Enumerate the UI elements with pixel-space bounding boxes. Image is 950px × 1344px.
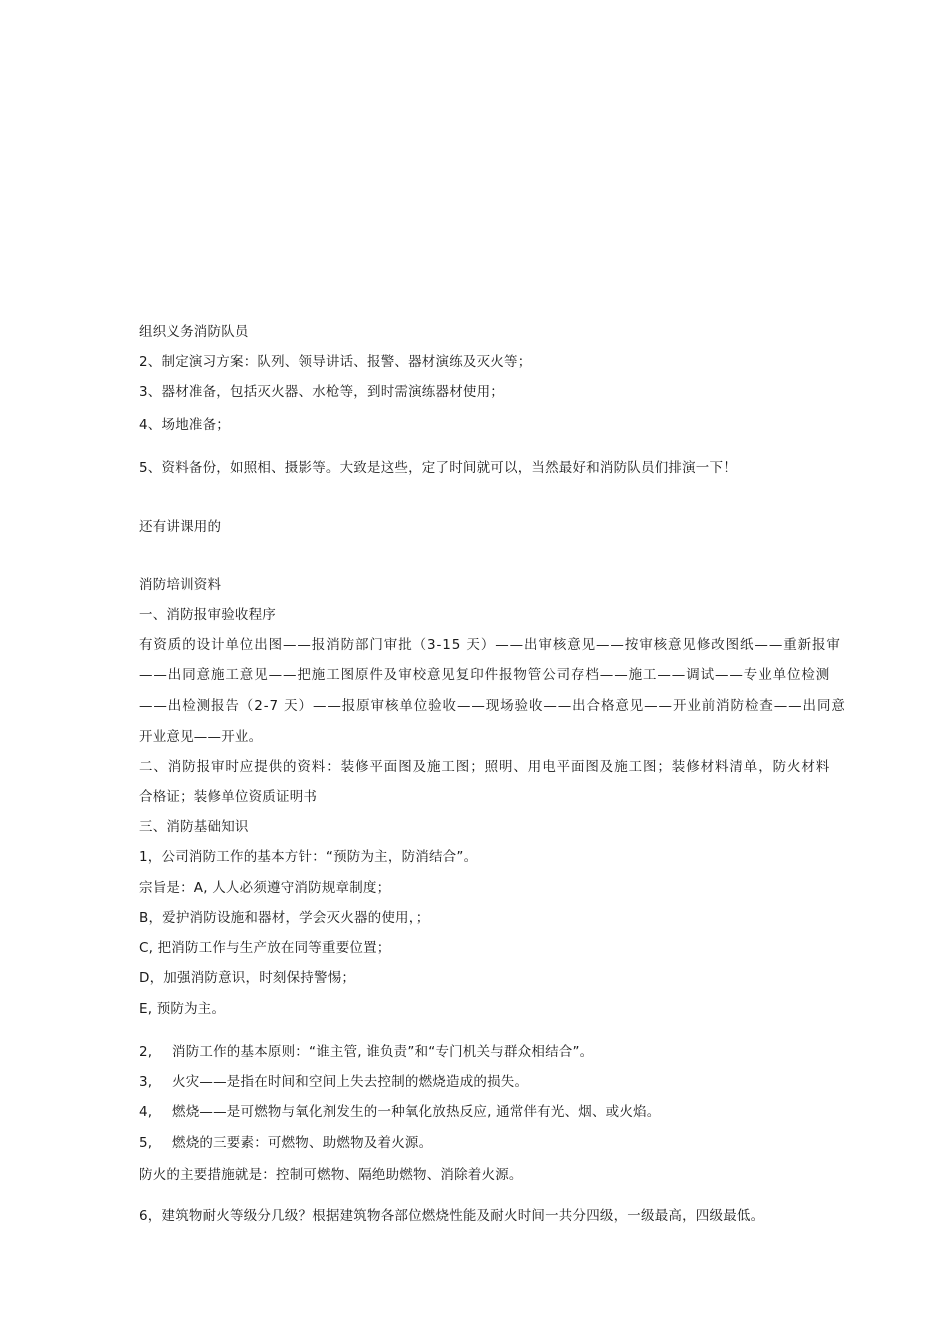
list-item-policy: 1，公司消防工作的基本方针：“预防为主，防消结合”。 [139, 849, 478, 865]
list-item-purpose-d: D，加强消防意识，时刻保持警惕； [139, 970, 356, 986]
list-item-purpose-c: C, 把消防工作与生产放在同等重要位置； [139, 940, 391, 956]
list-item-three-elements [139, 1134, 432, 1152]
paragraph-approval-line3: ——出检测报告（2-7 天）——报原审核单位验收——现场验收——出合格意见——开业前消防检查——出同意 [139, 698, 846, 714]
list-item-principle [139, 1043, 593, 1061]
list-item-purpose-b: B，爱护消防设施和器材，学会灭火器的使用，； [139, 910, 430, 926]
list-item-combustion [139, 1103, 660, 1121]
paragraph-fire-prevention: 防火的主要措施就是：控制可燃物、隔绝助燃物、消除着火源。 [139, 1167, 523, 1183]
list-item-equipment: 3、器材准备，包括灭火器、水枪等，到时需演练器材使用； [139, 384, 504, 400]
list-item-records: 5、资料备份，如照相、摄影等。大致是这些，定了时间就可以，当然最好和消防队员们排演一下！ [139, 460, 737, 476]
list-number: 4, [139, 1104, 153, 1120]
section-title-training: 消防培训资料 [139, 577, 222, 593]
list-item-purpose-a: 宗旨是：A, 人人必须遵守消防规章制度； [139, 880, 391, 896]
list-number: 2, [139, 1044, 153, 1060]
list-text: 燃烧——是可燃物与氧化剂发生的一种氧化放热反应, 通常伴有光、烟、或火焰。 [172, 1104, 661, 1120]
list-number: 5, [139, 1135, 153, 1151]
list-text: 火灾——是指在时间和空间上失去控制的燃烧造成的损失。 [172, 1074, 529, 1090]
section-heading-documents: 二、消防报审时应提供的资料：装修平面图及施工图；照明、用电平面图及施工图；装修材料清单，防火材料 [139, 759, 831, 775]
heading-volunteer-team: 组织义务消防队员 [139, 324, 249, 340]
list-number: 3, [139, 1074, 153, 1090]
list-item-venue: 4、场地准备； [139, 417, 230, 433]
section-heading-basics: 三、消防基础知识 [139, 819, 249, 835]
paragraph-lecture-note: 还有讲课用的 [139, 519, 222, 535]
list-text: 燃烧的三要素：可燃物、助燃物及着火源。 [172, 1135, 433, 1151]
paragraph-approval-line1: 有资质的设计单位出图——报消防部门审批（3-15 天）——出审核意见——按审核意见修改图纸——重新报审 [139, 637, 841, 653]
list-item-fire-resistance: 6，建筑物耐火等级分几级？根据建筑物各部位燃烧性能及耐火时间一共分四级，一级最高，四级最低。 [139, 1208, 765, 1224]
list-item-purpose-e: E, 预防为主。 [139, 1001, 226, 1017]
section-heading-approval: 一、消防报审验收程序 [139, 607, 276, 623]
list-text: 消防工作的基本原则：“谁主管, 谁负责”和“专门机关与群众相结合”。 [172, 1044, 594, 1060]
paragraph-approval-line4: 开业意见——开业。 [139, 729, 263, 745]
list-item-drill-plan: 2、制定演习方案：队列、领导讲话、报警、器材演练及灭火等； [139, 354, 532, 370]
list-item-fire-definition [139, 1073, 528, 1091]
paragraph-approval-line2: ——出同意施工意见——把施工图原件及审校意见复印件报物管公司存档——施工——调试——专业单位检测 [139, 667, 831, 683]
paragraph-documents-line2: 合格证；装修单位资质证明书 [139, 789, 318, 805]
